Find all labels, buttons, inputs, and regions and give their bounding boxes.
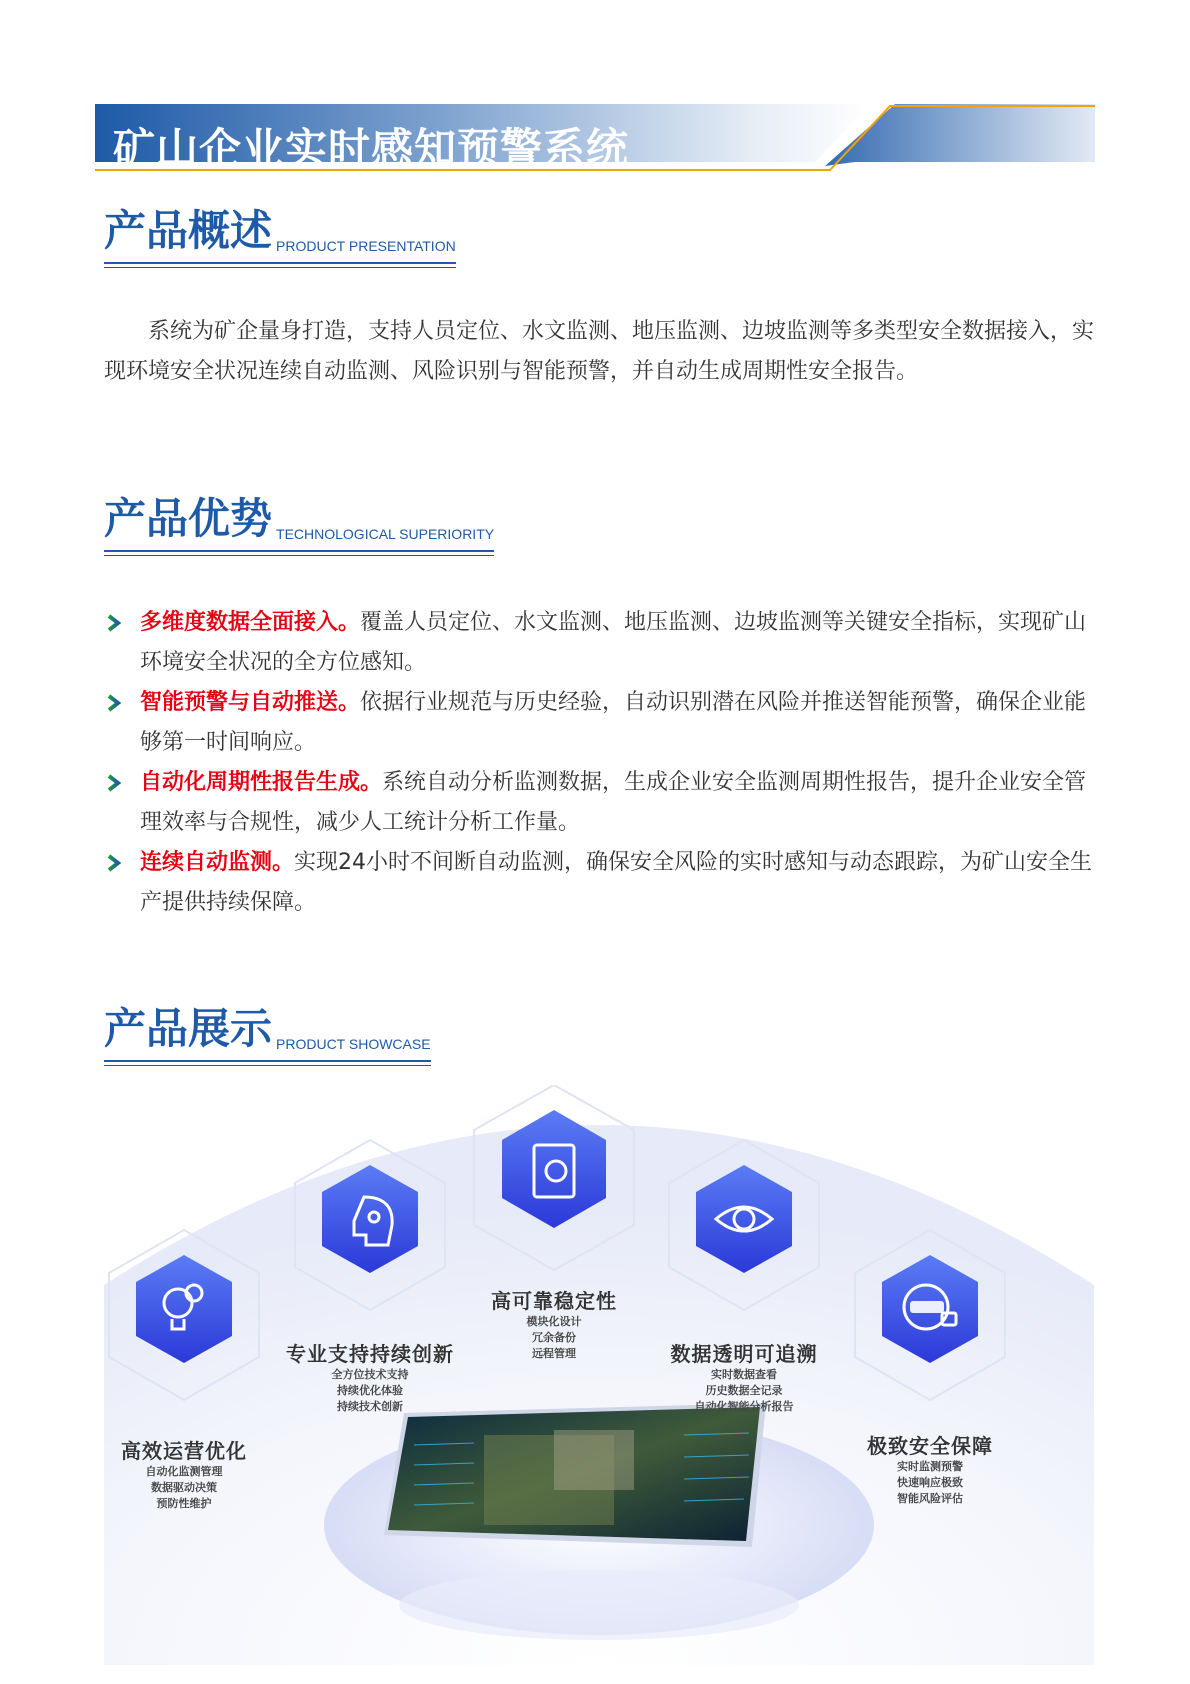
section-heading-overview bbox=[104, 206, 456, 256]
section-subtitle: TECHNOLOGICAL SUPERIORITY bbox=[276, 526, 495, 542]
feature-title: 高可靠稳定性 bbox=[491, 1289, 617, 1313]
feature-point: 冗余备份 bbox=[532, 1331, 576, 1344]
list-item bbox=[104, 603, 1094, 683]
advantage-lead: 智能预警与自动推送。 bbox=[140, 690, 361, 715]
heading-underline-thin bbox=[104, 267, 456, 268]
heading-underline bbox=[104, 550, 494, 552]
heading-underline-thin bbox=[104, 555, 494, 556]
advantage-lead: 自动化周期性报告生成。 bbox=[140, 770, 383, 795]
feature-point: 快速响应极致 bbox=[897, 1476, 963, 1489]
list-item bbox=[104, 763, 1094, 843]
feature-title: 专业支持持续创新 bbox=[286, 1342, 454, 1366]
section-heading-advantages bbox=[104, 494, 494, 544]
feature-point: 历史数据全记录 bbox=[705, 1384, 783, 1397]
section-subtitle: PRODUCT SHOWCASE bbox=[276, 1036, 431, 1052]
feature-point: 持续优化体验 bbox=[337, 1384, 403, 1397]
feature-point: 实时监测预警 bbox=[897, 1460, 963, 1473]
list-item bbox=[104, 843, 1094, 923]
advantage-lead: 多维度数据全面接入。 bbox=[140, 610, 361, 635]
heading-underline bbox=[104, 1060, 431, 1062]
feature-point: 实时数据查看 bbox=[711, 1368, 777, 1381]
feature-point: 全方位技术支持 bbox=[331, 1368, 409, 1381]
feature-point: 预防性维护 bbox=[156, 1497, 212, 1510]
feature-point: 智能风险评估 bbox=[897, 1492, 963, 1505]
feature-point: 自动化监测管理 bbox=[145, 1465, 223, 1478]
feature-efficient-operation bbox=[74, 1435, 294, 1512]
heading-underline bbox=[104, 262, 456, 264]
dashboard-screenshot bbox=[384, 1403, 766, 1547]
feature-point: 模块化设计 bbox=[526, 1315, 582, 1328]
feature-high-reliability bbox=[444, 1285, 664, 1362]
showcase-graphic bbox=[104, 1085, 1094, 1665]
feature-point: 远程管理 bbox=[532, 1347, 576, 1360]
section-title: 产品展示 bbox=[104, 1004, 273, 1053]
section-subtitle: PRODUCT PRESENTATION bbox=[276, 238, 456, 254]
section-title: 产品优势 bbox=[104, 494, 273, 543]
feature-point: 持续技术创新 bbox=[337, 1400, 403, 1413]
feature-point: 数据驱动决策 bbox=[151, 1481, 217, 1494]
feature-title: 高效运营优化 bbox=[121, 1439, 247, 1463]
heading-underline-thin bbox=[104, 1065, 431, 1066]
feature-title: 极致安全保障 bbox=[867, 1434, 993, 1458]
section-title: 产品概述 bbox=[104, 206, 273, 255]
chevron-right-icon bbox=[104, 773, 124, 793]
advantage-text: 覆盖人员定位、水文监测、地压监测、边坡监测等关键安全指标，实现矿山环境安全状况的全方位感知。 bbox=[140, 610, 1087, 675]
list-item bbox=[104, 683, 1094, 763]
overview-paragraph: 系统为矿企量身打造，支持人员定位、水文监测、地压监测、边坡监测等多类型安全数据接入，实现环境安全状况连续自动监测、风险识别与智能预警，并自动生成周期性安全报告。 bbox=[104, 319, 1095, 384]
advantage-text: 依据行业规范与历史经验，自动识别潜在风险并推送智能预警，确保企业能够第一时间响应。 bbox=[140, 690, 1087, 755]
feature-point: 自动化智能分析报告 bbox=[694, 1400, 794, 1413]
feature-data-traceability bbox=[634, 1338, 854, 1415]
feature-title: 数据透明可追溯 bbox=[670, 1342, 818, 1366]
advantage-text: 实现24小时不间断自动监测，确保安全风险的实时感知与动态跟踪，为矿山安全生产提供持续保障。 bbox=[140, 850, 1093, 915]
chevron-right-icon bbox=[104, 613, 124, 633]
advantage-lead: 连续自动监测。 bbox=[140, 850, 295, 875]
advantages-list bbox=[104, 603, 1094, 923]
product-showcase bbox=[104, 1085, 1094, 1665]
page-title: 矿山企业实时感知预警系统 bbox=[113, 124, 630, 173]
chevron-right-icon bbox=[104, 693, 124, 713]
title-banner bbox=[95, 104, 1095, 188]
chevron-right-icon bbox=[104, 853, 124, 873]
advantage-text: 系统自动分析监测数据，生成企业安全监测周期性报告，提升企业安全管理效率与合规性，减少人工统计分析工作量。 bbox=[140, 770, 1087, 835]
section-heading-showcase bbox=[104, 1004, 431, 1054]
feature-security bbox=[820, 1430, 1040, 1507]
